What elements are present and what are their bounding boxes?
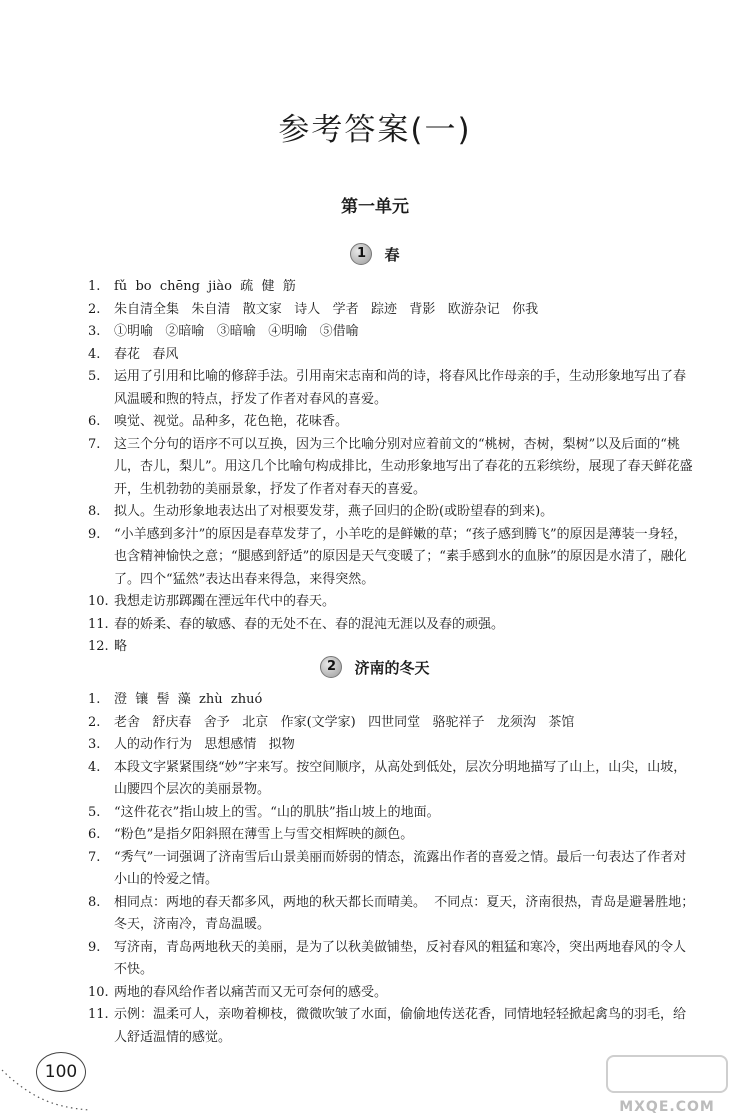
answer-item — [88, 411, 698, 434]
answer-text: 我想走访那踯躅在湮远年代中的春天。 — [114, 594, 336, 609]
answer-number: 8. — [88, 504, 101, 519]
watermark — [592, 1055, 742, 1115]
answer-number: 4. — [88, 346, 101, 362]
answer-item — [88, 1004, 698, 1049]
answer-item — [88, 712, 698, 735]
answer-item — [88, 434, 698, 502]
answer-text: 示例：温柔可人，亲吻着柳枝，微微吹皱了水面，偷偷地传送花香，同情地轻轻掀起禽鸟的羽毛，给人舒适温情的感觉。 — [114, 1007, 687, 1045]
answer-text: “粉色”是指夕阳斜照在薄雪上与雪交相辉映的颜色。 — [114, 827, 414, 842]
answer-item — [88, 276, 698, 299]
answer-item — [88, 982, 698, 1005]
answer-list-1 — [88, 276, 698, 659]
answer-text: 相同点：两地的春天都多风，两地的秋天都长而晴美。 不同点：夏天，济南很热，青岛是避暑胜地；冬天，济南冷，青岛温暖。 — [114, 894, 695, 932]
section-number-badge: 1 — [350, 243, 372, 265]
section-number-badge: 2 — [320, 656, 342, 678]
answer-text: 春花 春风 — [114, 346, 179, 362]
answer-item — [88, 892, 698, 937]
answer-number: 11. — [88, 616, 109, 632]
answer-text: 这三个分句的语序不可以互换，因为三个比喻分别对应着前文的“桃树，杏树，梨树”以及后面的“桃儿，杏儿，梨儿”。用这几个比喻句构成排比，生动形象地写出了春花的五彩缤纷，展现了春天鲜花盛开，生机勃勃的美丽景象，抒发了作者对春天的喜爱。 — [114, 436, 693, 497]
answer-text: 老舍 舒庆春 舍予 北京 作家(文学家) 四世同堂 骆驼祥子 龙须沟 茶馆 — [114, 714, 575, 730]
answer-text: 本段文字紧紧围绕“妙”字来写。按空间顺序，从高处到低处，层次分明地描写了山上，山尖，山坡，山腰四个层次的美丽景物。 — [114, 759, 687, 797]
answer-number: 12. — [88, 639, 109, 654]
answer-item — [88, 689, 698, 712]
answer-text: ①明喻 ②暗喻 ③暗喻 ④明喻 ⑤借喻 — [114, 324, 359, 339]
page-title: 参考答案(一) — [278, 112, 472, 148]
answer-number: 1. — [88, 692, 101, 707]
section-title: 济南的冬天 — [354, 658, 430, 677]
answer-number: 9. — [88, 526, 101, 542]
answer-item — [88, 524, 698, 592]
answer-text: 嗅觉、视觉。品种多，花色艳，花味香。 — [114, 414, 349, 429]
answer-number: 2. — [88, 301, 101, 317]
answer-number: 10. — [88, 594, 109, 609]
answer-text: “这件花衣”指山坡上的雪。“山的肌肤”指山坡上的地面。 — [114, 804, 440, 820]
answer-text: 人的动作行为 思想感情 拟物 — [114, 737, 295, 752]
watermark-url: MXQE.COM — [619, 1099, 715, 1115]
answer-number: 1. — [88, 279, 101, 294]
answer-text: “秀气”一词强调了济南雪后山景美丽而娇弱的情态，流露出作者的喜爱之情。最后一句表达了作者对小山的怜爱之情。 — [114, 849, 687, 887]
answer-text: 两地的春风给作者以痛苦而又无可奈何的感受。 — [114, 984, 388, 1000]
answer-number: 5. — [88, 369, 101, 384]
answer-item — [88, 824, 698, 847]
page-number: 100 — [36, 1052, 86, 1092]
answer-number: 9. — [88, 939, 101, 955]
answer-number: 11. — [88, 1007, 109, 1022]
watermark-logo — [606, 1055, 728, 1093]
answer-item — [88, 366, 698, 411]
answer-text: 拟人。生动形象地表达出了对根要发芽，燕子回归的企盼(或盼望春的到来)。 — [114, 504, 554, 519]
answer-number: 7. — [88, 849, 101, 865]
answer-number: 4. — [88, 759, 101, 775]
answer-number: 6. — [88, 414, 101, 429]
unit-title: 第一单元 — [341, 197, 409, 217]
answer-number: 7. — [88, 436, 101, 452]
answer-number: 3. — [88, 737, 101, 752]
answer-number: 8. — [88, 894, 101, 910]
answer-number: 6. — [88, 827, 101, 842]
answer-item — [88, 847, 698, 892]
answer-item — [88, 344, 698, 367]
section-heading-2 — [0, 656, 750, 678]
answer-item — [88, 757, 698, 802]
answer-item — [88, 501, 698, 524]
answer-text: 澄 镶 髻 藻 zhù zhuó — [114, 692, 263, 707]
answer-item — [88, 591, 698, 614]
answer-text: 写济南，青岛两地秋天的美丽，是为了以秋美做铺垫，反衬春风的粗猛和寒冷，突出两地春风的令人不快。 — [114, 939, 687, 977]
answer-text: 朱自清全集 朱自清 散文家 诗人 学者 踪迹 背影 欧游杂记 你我 — [114, 301, 539, 317]
answer-list-2 — [88, 689, 698, 1049]
answer-item — [88, 734, 698, 757]
answer-number: 3. — [88, 324, 101, 339]
answer-text: fǔ bo chēng jiào 疏 健 筋 — [114, 279, 296, 294]
answer-item — [88, 299, 698, 322]
section-heading-1 — [0, 243, 750, 265]
answer-number: 10. — [88, 984, 109, 1000]
answer-item — [88, 614, 698, 637]
answer-item — [88, 937, 698, 982]
answer-text: 春的娇柔、春的敏感、春的无处不在、春的混沌无涯以及春的顽强。 — [114, 616, 505, 632]
answer-item — [88, 321, 698, 344]
answer-number: 5. — [88, 804, 101, 820]
answer-text: 略 — [114, 639, 128, 654]
section-title: 春 — [384, 245, 400, 264]
answer-number: 2. — [88, 714, 101, 730]
answer-text: 运用了引用和比喻的修辞手法。引用南宋志南和尚的诗，将春风比作母亲的手，生动形象地写出了春风温暖和煦的特点，抒发了作者对春风的喜爱。 — [114, 369, 687, 407]
answer-text: “小羊感到多汁”的原因是春草发芽了，小羊吃的是鲜嫩的草；“孩子感到腾飞”的原因是薄装一身轻，也含精神愉快之意；“腿感到舒适”的原因是天气变暖了；“素手感到水的血脉”的原因是水清了，融化了。四个“猛然”表达出春来得急，来得突然。 — [114, 526, 687, 587]
answer-item — [88, 802, 698, 825]
